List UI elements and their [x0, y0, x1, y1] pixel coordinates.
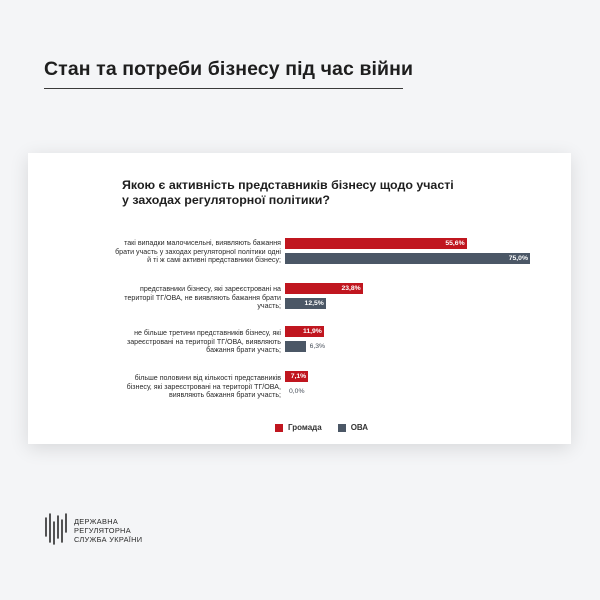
data-label: 12,5%: [304, 300, 324, 307]
data-label: 55,6%: [445, 240, 465, 247]
data-label: 6,3%: [309, 343, 326, 350]
chart-title: Якою є активність представників бізнесу щодо участі у заходах регуляторної політики?: [122, 178, 454, 207]
page-title: Стан та потреби бізнесу під час війни: [44, 58, 414, 80]
dru-logo-icon: [44, 512, 68, 546]
bar-ova: [285, 341, 306, 352]
logo-text: [74, 517, 142, 544]
bar-hromada: [285, 238, 467, 249]
chart-legend: [275, 423, 378, 432]
data-label: 7,1%: [290, 373, 307, 380]
category-label: такі випадки малочисельні, виявляють бажання брати участь у заходах регуляторної політики одні й ті ж самі активні представники бізнесу;: [115, 239, 281, 265]
logo-line-1: ДЕРЖАВНА: [74, 517, 119, 526]
logo-line-2: РЕГУЛЯТОРНА: [74, 526, 131, 535]
category-label: представники бізнесу, які зареєстровані на території ТГ/ОВА, не виявляють бажання брати участь;: [124, 285, 281, 311]
data-label: 75,0%: [508, 255, 528, 262]
legend-swatch-series2: [338, 424, 346, 432]
legend-label-series2: ОВА: [350, 423, 369, 432]
legend-swatch-series1: [275, 424, 283, 432]
legend-item-series2: [338, 423, 368, 432]
bar-ova: [285, 253, 530, 264]
category-label: не більше третини представників бізнесу, які зареєстровані на території ТГ/ОВА, виявляють бажання брати участь;: [126, 329, 281, 355]
data-label: 0,0%: [289, 388, 305, 395]
title-divider: [44, 88, 403, 89]
category-label: більше половини від кількості представників бізнесу, які зареєстровані на території ТГ/ОВА, виявляють бажання брати участь;: [126, 374, 281, 400]
data-label: 11,9%: [302, 328, 322, 335]
legend-label-series1: Громада: [288, 423, 322, 432]
data-label: 23,8%: [341, 285, 361, 292]
logo-line-3: СЛУЖБА УКРАЇНИ: [74, 535, 143, 544]
legend-item-series1: [275, 423, 322, 432]
